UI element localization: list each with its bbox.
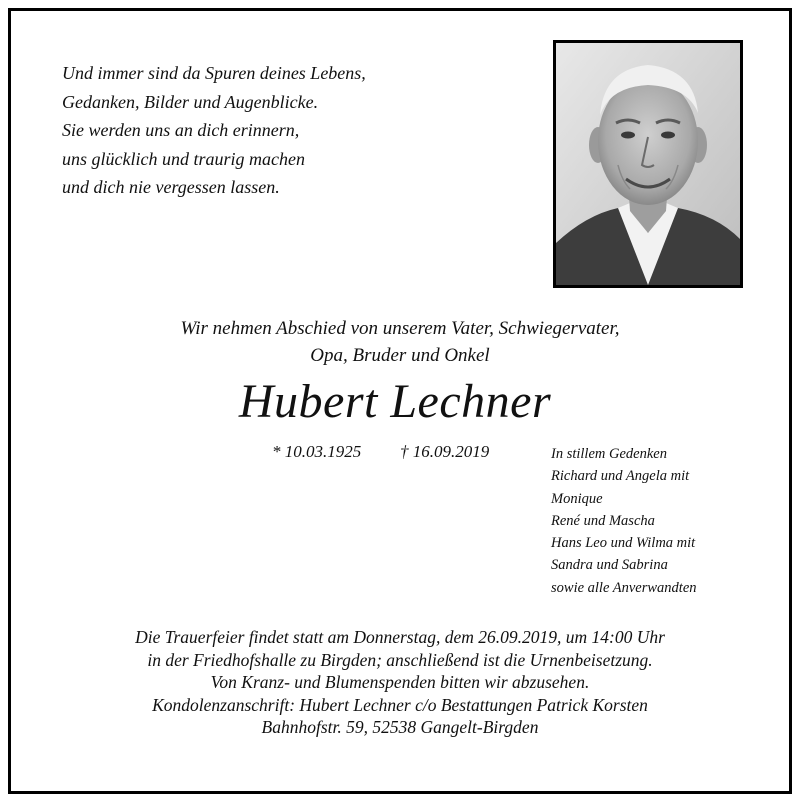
memorial-poem <box>62 59 366 202</box>
poem-line: und dich nie vergessen lassen. <box>62 177 280 198</box>
deceased-name: Hubert Lechner <box>238 375 552 428</box>
poem-line: Sie werden uns an dich erinnern, <box>62 120 300 141</box>
death-date: † 16.09.2019 <box>400 442 490 461</box>
mourner-line: René und Mascha <box>551 512 655 529</box>
poem-line: uns glücklich und traurig machen <box>62 148 305 169</box>
service-line: Die Trauerfeier findet statt am Donnerstag, dem 26.09.2019, um 14:00 Uhr <box>135 627 665 647</box>
mourner-line: sowie alle Anverwandten <box>551 579 697 596</box>
service-line: Von Kranz- und Blumenspenden bitten wir abzusehen. <box>210 672 590 693</box>
service-details <box>0 626 800 739</box>
portrait-photo <box>553 40 743 288</box>
birth-date: * 10.03.1925 <box>272 442 362 461</box>
service-line: in der Friedhofshalle zu Birgden; anschließend ist die Urnenbeisetzung. <box>147 649 653 670</box>
mourner-line: In stillem Gedenken <box>551 446 667 462</box>
poem-line: Und immer sind da Spuren deines Lebens, <box>62 63 366 83</box>
mourner-line: Sandra und Sabrina <box>551 557 668 574</box>
service-line: Bahnhofstr. 59, 52538 Gangelt-Birgden <box>261 717 539 738</box>
farewell-intro-line: Opa, Bruder und Onkel <box>310 345 490 366</box>
service-line: Kondolenzanschrift: Hubert Lechner c/o Bestattungen Patrick Korsten <box>152 694 648 715</box>
portrait-image <box>556 43 740 285</box>
mourner-line: Hans Leo und Wilma mit <box>551 535 696 552</box>
mourner-line: Richard und Angela mit <box>551 468 690 485</box>
mourner-line: Monique <box>551 490 603 507</box>
farewell-intro-line: Wir nehmen Abschied von unserem Vater, Schwiegervater, <box>180 318 620 339</box>
poem-line: Gedanken, Bilder und Augenblicke. <box>62 91 319 112</box>
mourners-list <box>551 443 697 599</box>
